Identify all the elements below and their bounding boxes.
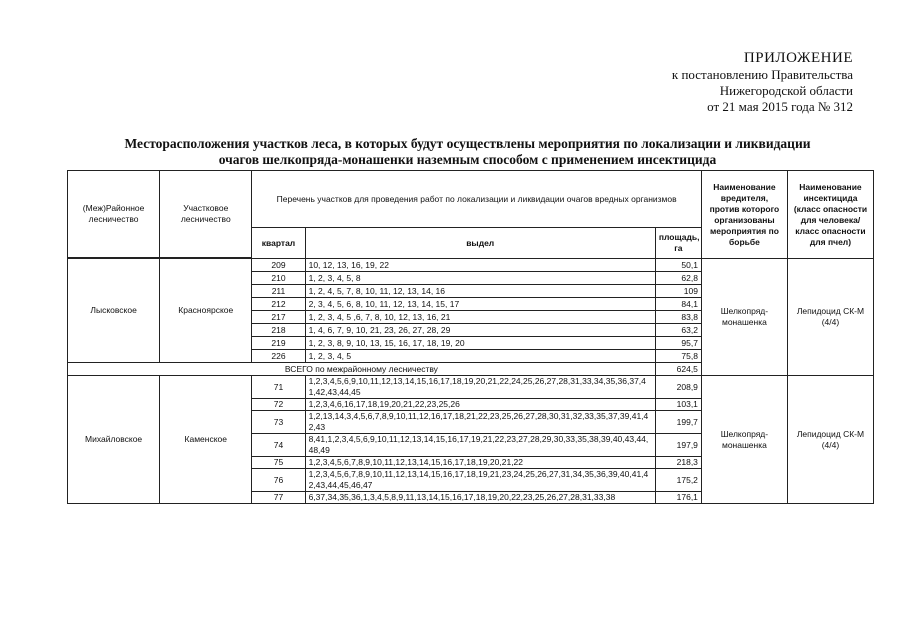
allotment-cell: 8,41,1,2,3,4,5,6,9,10,11,12,13,14,15,16,17,19,21,22,23,27,28,29,30,33,35,38,39,40,43,44,48,49 [305,434,655,457]
table-row [68,259,874,272]
area-cell: 197,9 [655,434,701,457]
header-allotment: выдел [305,228,655,259]
header-plot-list: Перечень участков для проведения работ по локализации и ликвидации очагов вредных организмов [252,171,702,228]
pest-cell: Шелкопряд-монашенка [701,376,787,504]
area-cell: 109 [655,285,701,298]
total-value: 624,5 [655,363,701,376]
insecticide-cell: Лепидоцид СК-М (4/4) [787,259,873,376]
district-cell: Лысковское [68,259,160,363]
allotment-cell: 1,2,13,14,3,4,5,6,7,8,9,10,11,12,16,17,18,21,22,23,25,26,27,28,30,31,32,33,35,37,39,41,42,43 [305,411,655,434]
area-cell: 175,2 [655,469,701,492]
allotment-cell: 6,37,34,35,36,1,3,4,5,8,9,11,13,14,15,16,17,18,19,20,22,23,25,26,27,28,31,33,38 [305,492,655,504]
section-cell: Красноярское [160,259,252,363]
title-line-2: очагов шелкопряда-монашенки наземным способом с применением инсектицида [218,152,717,167]
allotment-cell: 2, 3, 4, 5, 6, 8, 10, 11, 12, 13, 14, 15, 17 [305,298,655,311]
area-cell: 199,7 [655,411,701,434]
allotment-cell: 1, 2, 4, 5, 7, 8, 10, 11, 12, 13, 14, 16 [305,285,655,298]
district-cell: Михайловское [68,376,160,504]
allotment-cell: 1, 2, 3, 4, 5 [305,350,655,363]
appendix-line-2: Нижегородской области [719,83,853,98]
area-cell: 84,1 [655,298,701,311]
quarter-cell: 212 [252,298,305,311]
insecticide-cell: Лепидоцид СК-М (4/4) [787,376,873,504]
allotment-cell: 1,2,3,4,5,6,9,10,11,12,13,14,15,16,17,18,19,20,21,22,24,25,26,27,28,31,33,34,35,36,37,41,42,43,44,45 [305,376,655,399]
quarter-cell: 218 [252,324,305,337]
quarter-cell: 75 [252,457,305,469]
area-cell: 103,1 [655,399,701,411]
quarter-cell: 226 [252,350,305,363]
title-line-1: Месторасположения участков леса, в которых будут осуществлены мероприятия по локализации и ликвидации [124,136,811,151]
forest-plots-table [67,170,874,504]
allotment-cell: 1, 2, 3, 4, 5, 8 [305,272,655,285]
total-label: ВСЕГО по межрайонному лесничеству [68,363,656,376]
area-cell: 176,1 [655,492,701,504]
allotment-cell: 1,2,3,4,6,16,17,18,19,20,21,22,23,25,26 [305,399,655,411]
area-cell: 63,2 [655,324,701,337]
document-title [70,136,865,168]
area-cell: 208,9 [655,376,701,399]
quarter-cell: 73 [252,411,305,434]
header-area: площадь, га [655,228,701,259]
appendix-line-3: от 21 мая 2015 года № 312 [707,99,853,114]
quarter-cell: 77 [252,492,305,504]
allotment-cell: 1,2,3,4,5,6,7,8,9,10,11,12,13,14,15,16,17,18,19,20,21,22 [305,457,655,469]
quarter-cell: 209 [252,259,305,272]
allotment-cell: 10, 12, 13, 16, 19, 22 [305,259,655,272]
quarter-cell: 76 [252,469,305,492]
quarter-cell: 74 [252,434,305,457]
quarter-cell: 71 [252,376,305,399]
section-cell: Каменское [160,376,252,504]
area-cell: 218,3 [655,457,701,469]
appendix-block [672,50,853,115]
area-cell: 83,8 [655,311,701,324]
quarter-cell: 210 [252,272,305,285]
appendix-line-1: к постановлению Правительства [671,67,853,82]
header-section: Участковое лесничество [160,171,252,258]
area-cell: 50,1 [655,259,701,272]
appendix-title: ПРИЛОЖЕНИЕ [743,50,853,66]
quarter-cell: 72 [252,399,305,411]
quarter-cell: 219 [252,337,305,350]
area-cell: 75,8 [655,350,701,363]
allotment-cell: 1, 2, 3, 8, 9, 10, 13, 15, 16, 17, 18, 19, 20 [305,337,655,350]
area-cell: 95,7 [655,337,701,350]
header-district: (Меж)Районное лесничество [68,171,160,258]
allotment-cell: 1,2,3,4,5,6,7,8,9,10,11,12,13,14,15,16,17,18,19,21,23,24,25,26,27,31,34,35,36,39,40,41,42,43,44,45,46,47 [305,469,655,492]
allotment-cell: 1, 4, 6, 7, 9, 10, 21, 23, 26, 27, 28, 29 [305,324,655,337]
header-insecticide: Наименование инсектицида (класс опасности для человека/класс опасности для пчел) [787,171,873,259]
pest-cell: Шелкопряд-монашенка [701,259,787,376]
header-quarter: квартал [252,228,305,259]
allotment-cell: 1, 2, 3, 4, 5 ,6, 7, 8, 10, 12, 13, 16, 21 [305,311,655,324]
area-cell: 62,8 [655,272,701,285]
quarter-cell: 211 [252,285,305,298]
table-row [68,376,874,399]
quarter-cell: 217 [252,311,305,324]
header-pest: Наименование вредителя, против которого организованы мероприятия по борьбе [701,171,787,259]
